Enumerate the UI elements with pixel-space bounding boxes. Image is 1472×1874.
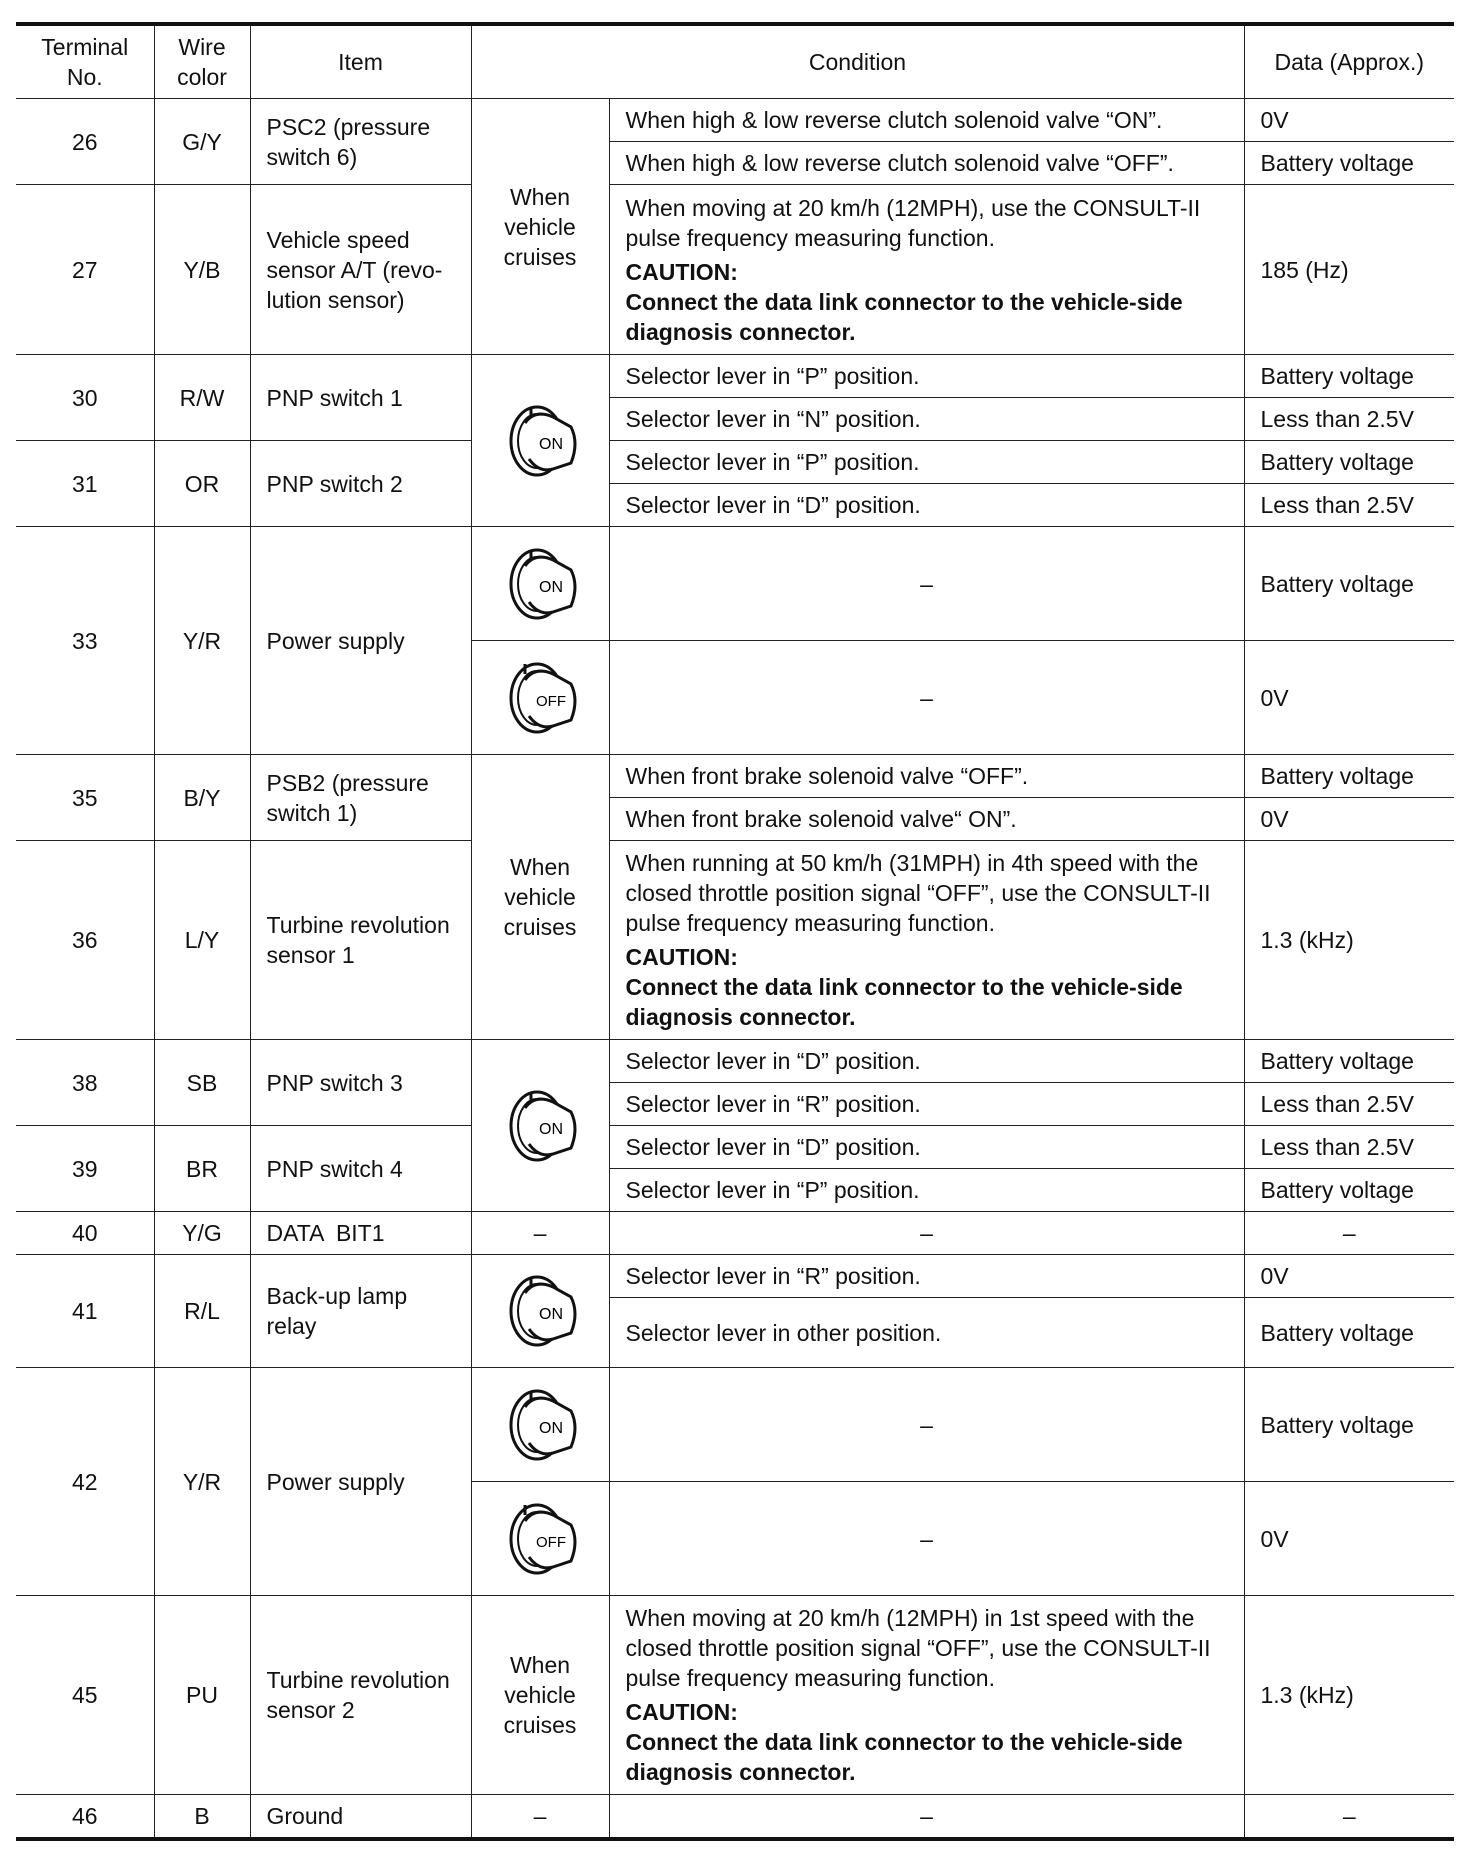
svg-text:OFF: OFF: [536, 692, 566, 710]
table-header-row: [16, 24, 1454, 99]
table-row: [16, 99, 1454, 142]
header-wire-color: Wire color: [154, 24, 250, 99]
wire-color: G/Y: [154, 99, 250, 185]
condition-text: Selector lever in “R” position.: [609, 1083, 1244, 1126]
header-terminal: Terminal No.: [16, 24, 154, 99]
ignition-key-off-cell: [471, 1482, 609, 1596]
condition-text: When front brake solenoid valve“ ON”.: [609, 798, 1244, 841]
data-value: 1.3 (kHz): [1244, 841, 1454, 1040]
condition-text: [609, 185, 1244, 355]
terminal-no: 45: [16, 1596, 154, 1795]
terminal-no: 41: [16, 1255, 154, 1368]
table-row: [16, 441, 1454, 484]
wire-color: OR: [154, 441, 250, 527]
condition-text: Selector lever in “D” position.: [609, 1040, 1244, 1083]
svg-text:ON: ON: [539, 1306, 563, 1323]
terminal-no: 46: [16, 1795, 154, 1840]
condition-text: –: [609, 527, 1244, 641]
condition-text: –: [609, 1795, 1244, 1840]
condition-mode: –: [471, 1212, 609, 1255]
condition-description: When moving at 20 km/h (12MPH) in 1st speed with the closed throttle position signal “OFF”, use the CONSULT-II pulse frequency measuring function.: [625, 1605, 1211, 1691]
wire-color: Y/G: [154, 1212, 250, 1255]
item: Vehicle speed sensor A/T (revo-lution sensor): [250, 185, 471, 355]
wire-color: Y/R: [154, 1368, 250, 1596]
ignition-key-on-icon: [495, 536, 585, 632]
wire-color: B/Y: [154, 755, 250, 841]
terminal-no: 38: [16, 1040, 154, 1126]
terminal-data-table: [16, 22, 1454, 1841]
wire-color: BR: [154, 1126, 250, 1212]
condition-text: When high & low reverse clutch solenoid valve “OFF”.: [609, 142, 1244, 185]
caution-text: Connect the data link connector to the vehicle-side diagnosis connector.: [625, 1729, 1183, 1785]
data-value: 0V: [1244, 1482, 1454, 1596]
condition-text: –: [609, 1212, 1244, 1255]
condition-mode: When vehicle cruises: [471, 99, 609, 355]
data-value: Battery voltage: [1244, 355, 1454, 398]
header-condition: Condition: [471, 24, 1244, 99]
data-value: –: [1244, 1212, 1454, 1255]
data-value: Battery voltage: [1244, 1169, 1454, 1212]
data-value: 0V: [1244, 641, 1454, 755]
data-value: Battery voltage: [1244, 1298, 1454, 1368]
item: PNP switch 1: [250, 355, 471, 441]
item: Turbine revolution sensor 2: [250, 1596, 471, 1795]
condition-text: Selector lever in “D” position.: [609, 484, 1244, 527]
condition-mode: When vehicle cruises: [471, 755, 609, 1040]
terminal-no: 40: [16, 1212, 154, 1255]
ignition-key-on-cell: [471, 527, 609, 641]
ignition-key-on-cell: [471, 355, 609, 527]
wire-color: SB: [154, 1040, 250, 1126]
caution-label: CAUTION:: [625, 258, 738, 285]
table-row: [16, 355, 1454, 398]
condition-description: When running at 50 km/h (31MPH) in 4th speed with the closed throttle position signal “OFF”, use the CONSULT-II pulse frequency measuring function.: [625, 850, 1211, 936]
svg-text:ON: ON: [539, 1419, 563, 1437]
ignition-key-on-icon: [495, 1377, 585, 1473]
item: PNP switch 4: [250, 1126, 471, 1212]
item: Back-up lamp relay: [250, 1255, 471, 1368]
condition-text: Selector lever in “P” position.: [609, 355, 1244, 398]
svg-text:ON: ON: [539, 578, 563, 596]
data-value: Battery voltage: [1244, 1368, 1454, 1482]
item: Power supply: [250, 527, 471, 755]
table-row: [16, 1255, 1454, 1298]
caution-text: Connect the data link connector to the vehicle-side diagnosis connector.: [625, 288, 1183, 345]
condition-text: –: [609, 1482, 1244, 1596]
wire-color: R/W: [154, 355, 250, 441]
wire-color: Y/R: [154, 527, 250, 755]
data-value: Battery voltage: [1244, 755, 1454, 798]
condition-text: –: [609, 641, 1244, 755]
item: Turbine revolution sensor 1: [250, 841, 471, 1040]
caution-label: CAUTION:: [625, 1699, 738, 1725]
ignition-key-on-icon: [495, 393, 585, 489]
svg-text:ON: ON: [539, 435, 563, 453]
condition-text: Selector lever in “N” position.: [609, 398, 1244, 441]
data-value: 1.3 (kHz): [1244, 1596, 1454, 1795]
wire-color: L/Y: [154, 841, 250, 1040]
ignition-key-off-icon: [495, 650, 585, 746]
terminal-no: 35: [16, 755, 154, 841]
data-value: Battery voltage: [1244, 527, 1454, 641]
table-row: [16, 1126, 1454, 1169]
condition-text: When high & low reverse clutch solenoid valve “ON”.: [609, 99, 1244, 142]
wire-color: B: [154, 1795, 250, 1840]
header-data: Data (Approx.): [1244, 24, 1454, 99]
table-row: [16, 185, 1454, 355]
data-value: 0V: [1244, 1255, 1454, 1298]
data-value: 0V: [1244, 99, 1454, 142]
item: Ground: [250, 1795, 471, 1840]
data-value: Battery voltage: [1244, 142, 1454, 185]
data-value: Less than 2.5V: [1244, 1126, 1454, 1169]
terminal-no: 42: [16, 1368, 154, 1596]
item: PNP switch 2: [250, 441, 471, 527]
ignition-key-off-cell: [471, 641, 609, 755]
ignition-key-on-cell: [471, 1255, 609, 1368]
condition-mode: When vehicle cruises: [471, 1596, 609, 1795]
svg-text:OFF: OFF: [536, 1533, 566, 1551]
header-item: Item: [250, 24, 471, 99]
ignition-key-on-cell: [471, 1040, 609, 1212]
table-row: [16, 1795, 1454, 1840]
condition-text: Selector lever in “P” position.: [609, 441, 1244, 484]
terminal-no: 31: [16, 441, 154, 527]
item: PNP switch 3: [250, 1040, 471, 1126]
condition-mode: –: [471, 1795, 609, 1840]
table-row: [16, 1040, 1454, 1083]
svg-text:ON: ON: [539, 1120, 563, 1138]
data-value: –: [1244, 1795, 1454, 1840]
terminal-no: 26: [16, 99, 154, 185]
ignition-key-off-icon: [495, 1491, 585, 1587]
table-row: [16, 1212, 1454, 1255]
condition-text: Selector lever in other position.: [609, 1298, 1244, 1368]
data-value: Less than 2.5V: [1244, 484, 1454, 527]
table-row: [16, 527, 1454, 641]
wire-color: PU: [154, 1596, 250, 1795]
item: PSC2 (pressure switch 6): [250, 99, 471, 185]
ignition-key-on-cell: [471, 1368, 609, 1482]
item: PSB2 (pressure switch 1): [250, 755, 471, 841]
terminal-no: 27: [16, 185, 154, 355]
condition-text: Selector lever in “D” position.: [609, 1126, 1244, 1169]
caution-label: CAUTION:: [625, 944, 738, 970]
terminal-no: 39: [16, 1126, 154, 1212]
condition-description: When moving at 20 km/h (12MPH), use the CONSULT-II pulse frequency measuring function.: [625, 194, 1201, 251]
data-value: Battery voltage: [1244, 441, 1454, 484]
caution-text: Connect the data link connector to the vehicle-side diagnosis connector.: [625, 974, 1183, 1030]
ignition-key-on-icon: [495, 1078, 585, 1174]
terminal-no: 36: [16, 841, 154, 1040]
table-row: [16, 1368, 1454, 1482]
data-value: Less than 2.5V: [1244, 398, 1454, 441]
condition-text: Selector lever in “P” position.: [609, 1169, 1244, 1212]
condition-text: Selector lever in “R” position.: [609, 1255, 1244, 1298]
table-row: [16, 1596, 1454, 1795]
condition-text: [609, 841, 1244, 1040]
wire-color: Y/B: [154, 185, 250, 355]
table-row: [16, 841, 1454, 1040]
data-value: 0V: [1244, 798, 1454, 841]
data-value: Less than 2.5V: [1244, 1083, 1454, 1126]
condition-text: When front brake solenoid valve “OFF”.: [609, 755, 1244, 798]
terminal-no: 33: [16, 527, 154, 755]
condition-text: [609, 1596, 1244, 1795]
table-row: [16, 755, 1454, 798]
data-value: Battery voltage: [1244, 1040, 1454, 1083]
condition-text: –: [609, 1368, 1244, 1482]
ignition-key-on-icon: [495, 1263, 585, 1359]
terminal-no: 30: [16, 355, 154, 441]
wire-color: R/L: [154, 1255, 250, 1368]
data-value: 185 (Hz): [1244, 185, 1454, 355]
item: DATA BIT1: [250, 1212, 471, 1255]
item: Power supply: [250, 1368, 471, 1596]
